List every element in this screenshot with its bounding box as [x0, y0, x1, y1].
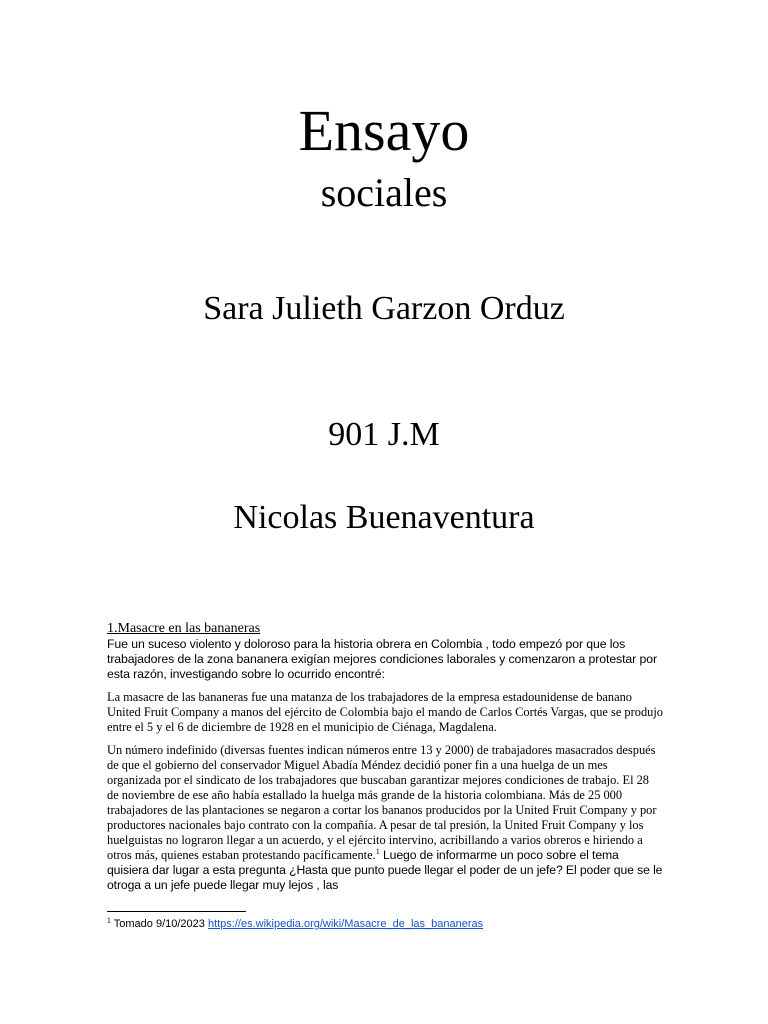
intro-paragraph: Fue un suceso violento y doloroso para la historia obrera en Colombia , todo empezó por que los trabajadores de la zona bananera exigían mejores condiciones laborales y comenzaron a protestar por esta razón, investigando sobre lo ocurrido encontré:: [107, 637, 657, 681]
footnote-separator: [107, 911, 246, 912]
footnote: [107, 917, 707, 931]
footnote-reference[interactable]: 1: [375, 846, 380, 856]
paragraph-events-text: Un número indefinido (diversas fuentes indican números entre 13 y 2000) de trabajadores masacrados después de que el gobierno del conservador Miguel Abadía Méndez decidió poner fin a una huelga de un mes organizada por el sindicato de los trabajadores que buscaban garantizar mejores condiciones de trabajo. El 28 de noviembre de ese año había estallado la huelga más grande de la historia colombiana. Más de 25 000 trabajadores de las plantaciones se negaron a cortar los bananos producidos por la United Fruit Company y por productores nacionales bajo contrato con la compañía. A pesar de tal presión, la United Fruit Company y los huelguistas no lograron llegar a un acuerdo, y el ejército intervino, acribillando a varios obreros e hiriendo a otros más, quienes estaban protestando pacíficamente.: [107, 743, 657, 862]
paragraph-definition: La masacre de las bananeras fue una matanza de los trabajadores de la empresa estadounidense de banano United Fruit Company a manos del ejército de Colombia bajo el mando de Carlos Cortés Vargas, que se produjo entre el 5 y el 6 de diciembre de 1928 en el municipio de Ciénaga, Magdalena.: [107, 690, 663, 734]
cover-title: Ensayo: [298, 98, 470, 163]
cover-group: 901 J.M: [328, 416, 440, 453]
section-heading: 1.Masacre en las bananeras: [107, 621, 261, 636]
cover-author: Sara Julieth Garzon Orduz: [203, 290, 565, 327]
paragraph-events: [107, 743, 663, 893]
footnote-link[interactable]: https://es.wikipedia.org/wiki/Masacre_de_las_bananeras: [207, 918, 484, 930]
essay-body: [107, 620, 663, 901]
cover-teacher: Nicolas Buenaventura: [233, 499, 535, 536]
cover-subtitle: sociales: [320, 170, 448, 215]
footnote-number: 1: [107, 917, 111, 925]
footnote-text: Tomado 9/10/2023: [110, 918, 208, 930]
paragraph-events-tail: Luego de informarme un poco sobre el tema quisiera dar lugar a esta pregunta ¿Hasta que punto puede llegar el poder de un jefe? El poder que se le otroga a un jefe puede llegar muy lejos , las: [107, 848, 663, 892]
